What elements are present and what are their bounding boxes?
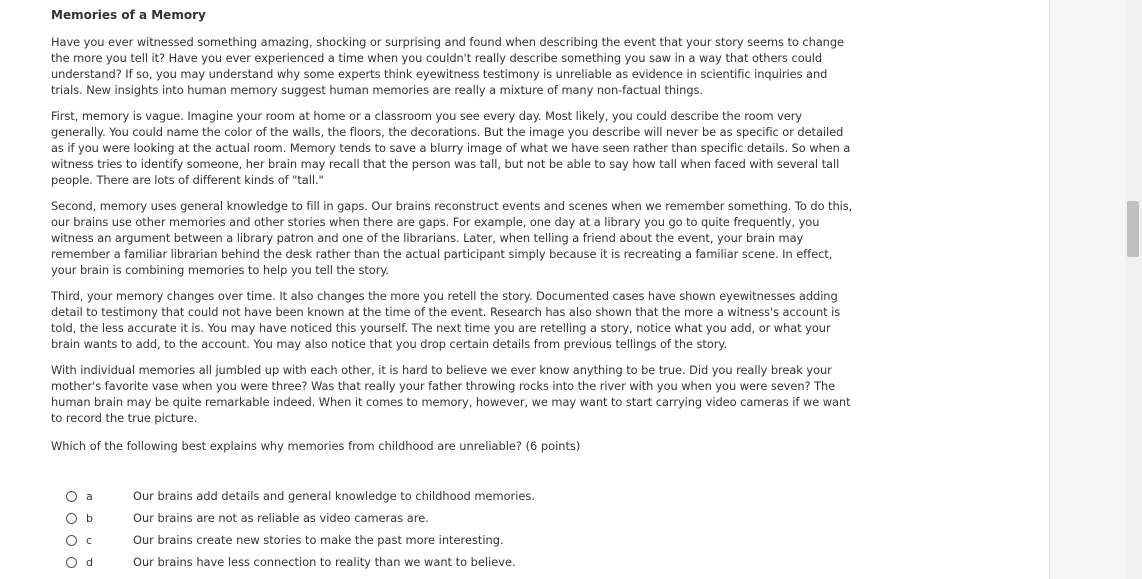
passage-content — [51, 0, 853, 454]
radio-button-a[interactable] — [66, 491, 77, 502]
option-text[interactable]: Our brains are not as reliable as video cameras are. — [133, 511, 429, 525]
answer-options — [66, 485, 535, 573]
passage-paragraph: Third, your memory changes over time. It also changes the more you retell the story. Documented cases have shown eyewitnesses adding detail to testimony that could not have been known at the time of the event. Research has also shown that the more a witness's account is told, the less accurate it is. You may have noticed this yourself. The next time you are retelling a story, notice what you add, or what your brain wants to add, to the account. You may also notice that you drop certain details from previous tellings of the story. — [51, 289, 841, 351]
option-text[interactable]: Our brains have less connection to reality than we want to believe. — [133, 555, 516, 569]
passage-paragraph: Second, memory uses general knowledge to fill in gaps. Our brains reconstruct events and scenes when we remember something. To do this, our brains use other memories and other stories when there are gaps. For example, one day at a library you go to quite frequently, you witness an argument between a library patron and one of the librarians. Later, when telling a friend about the event, your brain may remember a familiar librarian behind the desk rather than the actual participant simply because it is recreating a familiar scene. In effect, your brain is combining memories to help you tell the story. — [51, 199, 853, 277]
radio-button-d[interactable] — [66, 557, 77, 568]
answer-option-a[interactable] — [66, 485, 535, 507]
passage-body — [51, 34, 853, 426]
option-text[interactable]: Our brains create new stories to make the past more interesting. — [133, 533, 504, 547]
scrollbar-thumb[interactable] — [1127, 201, 1139, 257]
answer-option-d[interactable] — [66, 551, 535, 573]
side-panel — [1049, 0, 1126, 579]
question-prompt: Which of the following best explains why memories from childhood are unreliable? (6 points) — [51, 439, 581, 453]
option-letter: a — [86, 489, 93, 503]
option-letter: b — [86, 511, 93, 525]
radio-button-c[interactable] — [66, 535, 77, 546]
passage-title: Memories of a Memory — [51, 8, 206, 22]
option-letter: c — [86, 533, 93, 547]
radio-button-b[interactable] — [66, 513, 77, 524]
vertical-scrollbar[interactable] — [1125, 0, 1142, 579]
answer-option-b[interactable] — [66, 507, 535, 529]
option-text[interactable]: Our brains add details and general knowledge to childhood memories. — [133, 489, 535, 503]
option-letter: d — [86, 555, 93, 569]
answer-option-c[interactable] — [66, 529, 535, 551]
passage-paragraph: With individual memories all jumbled up with each other, it is hard to believe we ever know anything to be true. Did you really break your mother's favorite vase when you were three? Was that really your father throwing rocks into the river with you when you were seven? The human brain may be quite remarkable indeed. When it comes to memory, however, we may want to start carrying video cameras if we want to record the true picture. — [51, 363, 851, 425]
passage-paragraph: First, memory is vague. Imagine your room at home or a classroom you see every day. Most likely, you could describe the room very generally. You could name the color of the walls, the floors, the decorations. But the image you describe will never be as specific or detailed as if you were looking at the actual room. Memory tends to save a blurry image of what we have seen rather than specific details. So when a witness tries to identify someone, her brain may recall that the person was tall, but not be able to say how tall when faced with several tall people. There are lots of different kinds of "tall." — [51, 109, 851, 187]
passage-paragraph: Have you ever witnessed something amazing, shocking or surprising and found when describing the event that your story seems to change the more you tell it? Have you ever experienced a time when you couldn't really describe something you saw in a way that others could understand? If so, you may understand why some experts think eyewitness testimony is unreliable as evidence in scientific inquiries and trials. New insights into human memory suggest human memories are really a mixture of many non-factual things. — [51, 35, 844, 97]
